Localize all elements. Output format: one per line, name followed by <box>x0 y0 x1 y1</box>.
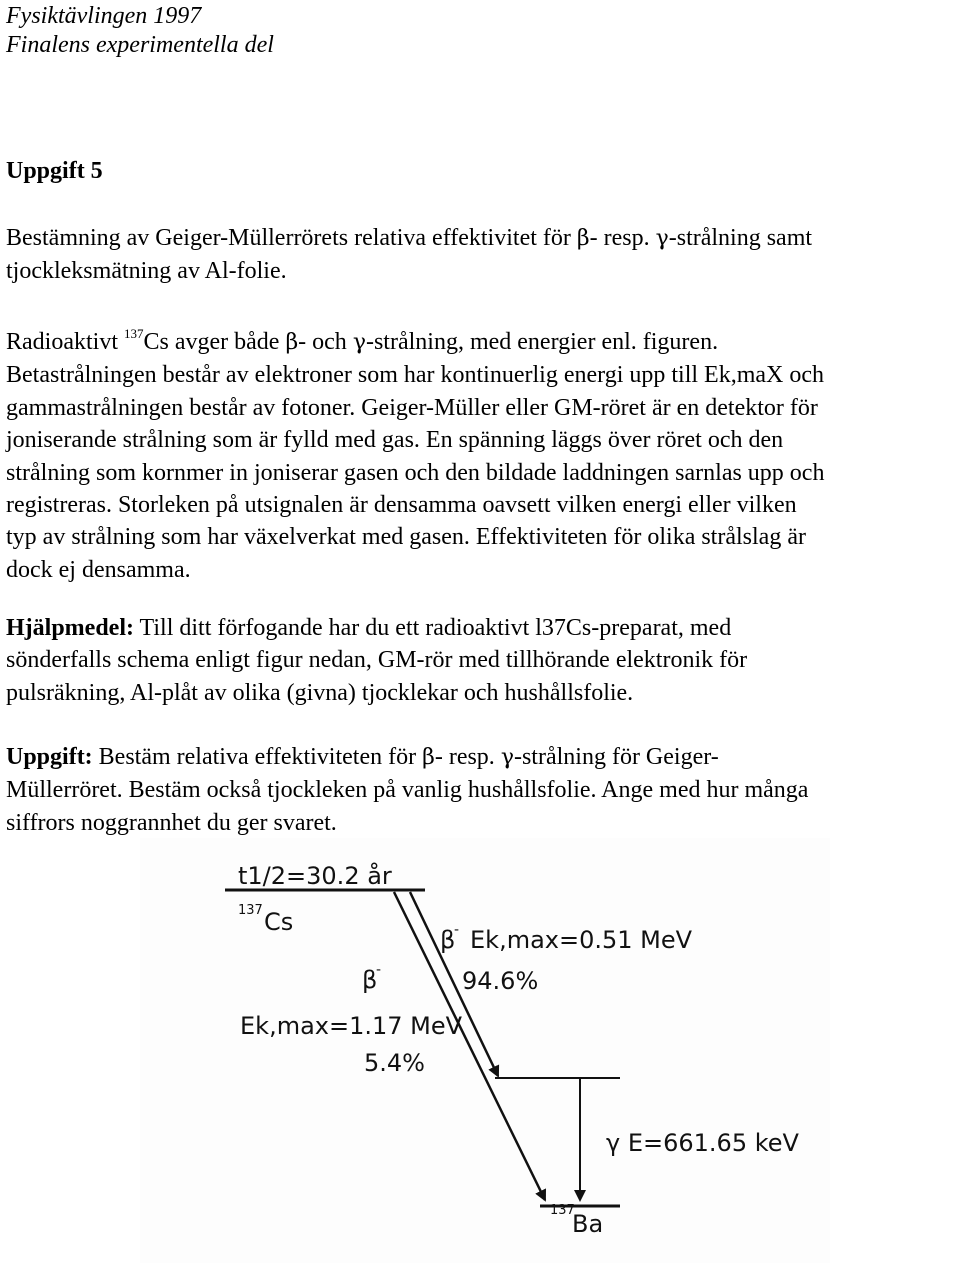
task-text: -strålning för Geiger- <box>513 744 719 770</box>
beta-main-symbol: β <box>440 926 456 954</box>
description-text: Cs avger både <box>143 329 280 355</box>
daughter-mass-number: 137 <box>550 1203 575 1218</box>
document-header-subtitle: Finalens experimentella del <box>6 32 274 58</box>
description-text: - och <box>298 329 347 355</box>
beta-ground-symbol: β <box>362 966 378 994</box>
task-heading: Uppgift 5 <box>6 158 103 184</box>
half-life-label: t1/2=30.2 år <box>238 862 392 890</box>
beta-ground-energy: Ek,max=1.17 MeV <box>240 1012 463 1040</box>
task-paragraph <box>6 741 956 839</box>
intro-text: - resp. <box>589 225 650 251</box>
task-text: - resp. <box>434 744 495 770</box>
aids-line: sönderfalls schema enligt figur nedan, GM-rör med tillhörande elektronik för <box>6 647 748 674</box>
description-text: Radioaktivt <box>6 329 118 355</box>
beta-ground-superscript: - <box>376 962 382 978</box>
beta-main-ratio: 94.6% <box>462 967 539 995</box>
description-line: strålning som kornmer in joniserar gasen och den bildade laddningen sarnlas upp och <box>6 459 825 486</box>
description-line: Betastrålningen består av elektroner som har kontinuerlig energi upp till Ek,maX och <box>6 362 824 389</box>
beta-ground-ratio: 5.4% <box>364 1049 425 1077</box>
document-header-title: Fysiktävlingen 1997 <box>6 3 202 29</box>
description-line: typ av strålning som har växelverkat med gasen. Effektiviteten för olika strålslag är <box>6 524 806 551</box>
task-text: Bestäm relativa effektiviteten för <box>92 744 417 770</box>
description-line: dock ej densamma. <box>6 556 191 583</box>
daughter-nuclide-label: Ba <box>572 1210 604 1238</box>
parent-nuclide-label: Cs <box>264 908 294 936</box>
beta-main-superscript: - <box>454 922 460 938</box>
task-line: siffrors noggrannhet du ger svaret. <box>6 809 337 836</box>
intro-line: tjockleksmätning av Al-folie. <box>6 258 287 285</box>
decay-scheme-figure <box>140 838 830 1263</box>
description-text: -strålning, med energier enl. figuren. <box>365 329 719 355</box>
description-paragraph <box>6 318 956 586</box>
gamma-symbol: γ <box>500 745 514 770</box>
description-line: joniserande strålning som är fylld med gas. En spänning läggs över röret och den <box>6 427 784 454</box>
gamma-energy-label: γ E=661.65 keV <box>606 1129 799 1157</box>
beta-symbol: β <box>285 330 299 355</box>
intro-paragraph <box>6 222 956 288</box>
beta-symbol: β <box>576 226 590 251</box>
task-label: Uppgift: <box>6 744 93 770</box>
aids-line: pulsräkning, Al-plåt av olika (givna) tjocklekar och hushållsfolie. <box>6 679 634 706</box>
aids-paragraph <box>6 612 956 709</box>
beta-symbol: β <box>422 745 435 770</box>
aids-label: Hjälpmedel: <box>6 615 134 641</box>
decay-scheme-diagram <box>140 838 830 1263</box>
beta-main-energy: Ek,max=0.51 MeV <box>470 926 693 954</box>
intro-text: Bestämning av Geiger-Müllerrörets relativa effektivitet för <box>6 225 571 251</box>
gamma-symbol: γ <box>352 330 366 355</box>
description-line: registreras. Storleken på utsignalen är densamma oavsett vilken energi eller vilken <box>6 492 797 519</box>
aids-text: Till ditt förfogande har du ett radioaktivt l37Cs-preparat, med <box>133 615 732 641</box>
gamma-symbol: γ <box>655 226 669 251</box>
isotope-mass: 137 <box>123 326 144 341</box>
intro-text: -strålning samt <box>668 225 813 251</box>
parent-mass-number: 137 <box>238 903 263 918</box>
description-line: gammastrålningen består av fotoner. Geiger-Müller eller GM-röret är en detektor för <box>6 394 818 421</box>
task-line: Müllerröret. Bestäm också tjockleken på vanlig hushållsfolie. Ange med hur många <box>6 777 809 804</box>
